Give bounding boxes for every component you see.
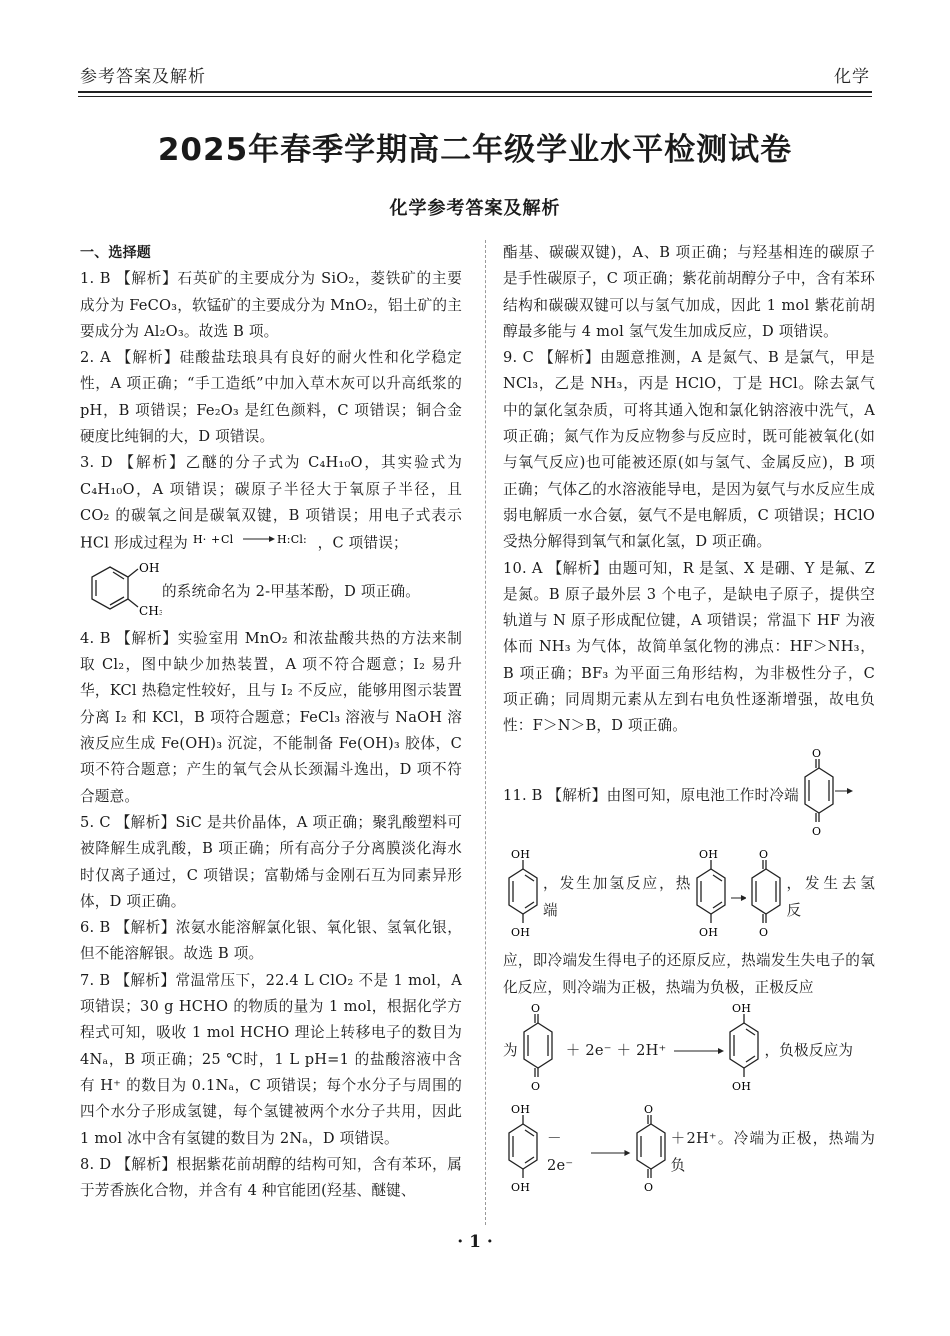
section-label: 一、选择题	[80, 245, 151, 261]
q2-top-o: O	[759, 847, 769, 861]
q4-bottom-o: O	[643, 1181, 653, 1195]
arrow-3	[591, 1148, 630, 1158]
hq2-top-oh: OH	[698, 847, 718, 861]
electron-hcl: H:Cl:	[276, 533, 307, 547]
cresol-oh: OH	[139, 560, 160, 575]
arrow-2	[674, 1046, 724, 1056]
answer-3-text-a: 3. D 【解析】乙醚的分子式为 C₄H₁₀O，其实验式为 C₄H₁₀O，A 项错误；碳原子半径大于氧原子半径，且 CO₂ 的碳氧之间是碳氧双键，B 项错误；用电子式表示 HCl 形成过程为	[80, 454, 462, 552]
answer-10: 10. A 【解析】由题可知，R 是氢、X 是硼、Y 是氟、Z 是氮。B 原子最外层 3 个电子，是缺电子原子，提供空轨道与 N 原子形成配位键，A 项错误；常温下 HF 为液体而 NH₃ 为气体，故简单氢化物的沸点：HF＞NH₃，B 项正确；BF₃ 为平面三角形结构，为非极性分子，C 项正确；同周期元素从左到右电负性逐渐增强，故电负性：F＞N＞B，D 项正确。	[503, 559, 875, 735]
hq4-bottom-oh: OH	[511, 1181, 531, 1195]
answer-2: 2. A 【解析】硅酸盐珐琅具有良好的耐火性和化学稳定性，A 项正确；“手工造纸”中加入草木灰可以升高纸浆的 pH，B 项错误；Fe₂O₃ 是红色颜料，C 项错误；铜合金硬度比纯铜的大，D 项错误。	[80, 349, 462, 446]
q3-bottom-o: O	[530, 1079, 541, 1093]
quinone-structure-3	[518, 1001, 558, 1102]
hq1-top-oh: OH	[511, 847, 531, 861]
answer-8: 8. D 【解析】根据紫花前胡醇的结构可知，含有苯环，属于芳香族化合物，并含有 4 种官能团(羟基、醚键、	[80, 1155, 462, 1200]
hydroquinone-structure-4	[503, 1102, 543, 1203]
hq1-bottom-oh: OH	[511, 925, 531, 939]
answer-11-text-f: ＋ 2e⁻ ＋ 2H⁺	[565, 1042, 667, 1060]
column-divider	[485, 240, 486, 1225]
arrow-1	[731, 893, 747, 903]
header-rule-thin	[78, 96, 872, 97]
hydroquinone-structure-3	[724, 1001, 764, 1102]
q1-bottom-o: O	[811, 824, 822, 838]
answer-4: 4. B 【解析】实验室用 MnO₂ 和浓盐酸共热的方法来制取 Cl₂，图中缺少加热装置，A 项不符合题意；I₂ 易升华，KCl 热稳定性较好，且与 I₂ 不反应，能够用图示装置分离 I₂ 和 KCl，B 项符合题意；FeCl₃ 溶液与 NaOH 溶液反应生成 Fe(OH)₃ 沉淀，不能制备 Fe(OH)₃ 胶体，C 项不符合题意；产生的氧气会从长颈漏斗逸出，D 项不符合题意。	[80, 629, 462, 805]
hq3-top-oh: OH	[732, 1001, 752, 1015]
answer-9: 9. C 【解析】由题意推测，A 是氮气、B 是氯气，甲是 NCl₃，乙是 NH₃，丙是 HClO，丁是 HCl。除去氯气中的氯化氢杂质，可将其通入饱和氯化钠溶液中洗气，A 项正确；氮气作为反应物参与反应时，既可能被氧化(如与氧气反应)也可能被还原(如与氢气、金属反应)，B 项正确；气体乙的水溶液能导电，是因为氨气与水反应生成弱电解质一水合氨，氨气不是电解质，C 项错误；HClO 受热分解得到氧气和氯化氢，D 项正确。	[503, 349, 875, 551]
hydroquinone-structure-2	[691, 847, 731, 948]
left-column	[80, 240, 462, 1204]
hq3-bottom-oh: OH	[732, 1079, 752, 1093]
right-column	[503, 240, 875, 1203]
answer-3	[80, 450, 462, 558]
answer-7: 7. B 【解析】常温常压下，22.4 L ClO₂ 不是 1 mol，A 项错误；30 g HCHO 的物质的量为 1 mol，根据化学方程式可知，吸收 1 mol HCHO 理论上转移电子的数目为 4Nₐ，B 项正确；25 ℃时，1 L pH=1 的盐酸溶液中含有 H⁺ 的数目为 0.1Nₐ，C 项错误；每个水分子与周围的四个水分子形成氢键，每个氢键被两个水分子共用，因此 1 mol 冰中含有氢键的数目为 2Nₐ，D 项错误。	[80, 971, 462, 1147]
header-left: 参考答案及解析	[80, 67, 206, 87]
answer-1: 1. B 【解析】石英矿的主要成分为 SiO₂，菱铁矿的主要成分为 FeCO₃，软锰矿的主要成分为 MnO₂，铝土矿的主要成分为 Al₂O₃。故选 B 项。	[80, 270, 462, 340]
q3-top-o: O	[530, 1001, 541, 1015]
electron-h: H·	[192, 533, 207, 547]
o-cresol-structure	[80, 559, 162, 626]
hcl-electron-formula	[193, 529, 313, 558]
answer-11-text-c: ，发生去氢反	[786, 875, 875, 919]
electron-plus: +	[210, 533, 221, 547]
answer-11-row2	[503, 847, 875, 948]
electron-cl: Cl	[220, 533, 234, 547]
answer-11-text-a: 11. B 【解析】由图可知，原电池工作时冷端	[503, 787, 799, 805]
answer-11-text-d: 应，即冷端发生得电子的还原反应，热端发生失电子的氧化反应，则冷端为正极，热端为负极，正极反应	[503, 952, 875, 996]
answer-11-text-g: ，负极反应为	[764, 1042, 854, 1060]
answer-11-row3	[503, 1001, 875, 1102]
answer-5: 5. C 【解析】SiC 是共价晶体，A 项正确；聚乳酸塑料可被降解生成乳酸，B 项正确；所有高分子分离膜淡化海水时仅离子通过，C 项错误；富勒烯与金刚石互为同素异形体，D 项正确。	[80, 813, 462, 910]
q1-top-o: O	[811, 746, 822, 760]
header-right: 化学	[834, 67, 870, 87]
quinone-structure-4	[631, 1102, 671, 1203]
page-subtitle: 化学参考答案及解析	[389, 198, 561, 219]
page-title: 2025年春季学期高二年级学业水平检测试卷	[157, 132, 793, 168]
q4-top-o: O	[643, 1103, 653, 1117]
answer-11-text-b: ，发生加氢反应，热端	[543, 875, 691, 919]
cresol-row	[80, 559, 462, 626]
q2-bottom-o: O	[759, 925, 769, 939]
quinone-structure-2	[746, 847, 786, 948]
answer-11-text-e: 为	[503, 1042, 518, 1060]
hydroquinone-structure-1	[503, 847, 543, 948]
answer-11-text-h: －2e⁻	[547, 1130, 574, 1174]
hq4-top-oh: OH	[511, 1103, 531, 1117]
answer-11-row1	[503, 746, 875, 847]
answer-3-text-c: 的系统命名为 2-甲基苯酚，D 项正确。	[162, 583, 421, 601]
answer-8-continued: 酯基、碳碳双键)，A、B 项正确；与羟基相连的碳原子是手性碳原子，C 项正确；紫花前胡醇分子中，含有苯环结构和碳碳双键可以与氢气加成，因此 1 mol 紫花前胡醇最多能与 4 mol 氢气发生加成反应，D 项错误。	[503, 244, 875, 340]
quinone-structure-1	[799, 746, 853, 847]
answer-3-text-b: ，C 项错误；	[317, 534, 408, 552]
answer-11-text-i: ＋2H⁺。冷端为正极，热端为负	[670, 1130, 876, 1174]
header-rule	[78, 91, 872, 93]
answer-11-row4	[503, 1102, 875, 1203]
cresol-ch3: CH₃	[139, 603, 162, 617]
answer-6: 6. B 【解析】浓氨水能溶解氯化银、氧化银、氢氧化银，但不能溶解银。故选 B 项。	[80, 919, 462, 963]
page-number: · 1 ·	[457, 1232, 493, 1252]
hq2-bottom-oh: OH	[698, 925, 718, 939]
